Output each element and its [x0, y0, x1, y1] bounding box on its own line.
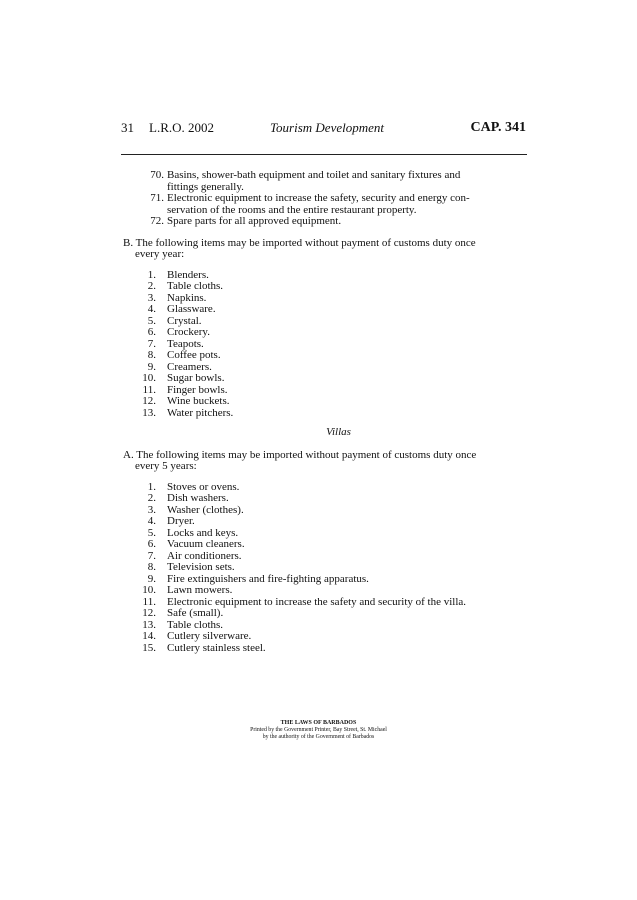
footer-title: THE LAWS OF BARBADOS [280, 720, 357, 726]
item-text: Wine buckets. [167, 395, 230, 407]
item-number: 2. [147, 492, 156, 504]
item-text: Basins, shower-bath equipment and toilet and sanitary fixtures and fittings generally. [167, 169, 461, 193]
item-number: 6. [147, 326, 156, 338]
item-text: Television sets. [167, 561, 235, 573]
item-number: 11. [142, 595, 156, 608]
item-number: 70. [150, 169, 164, 181]
item-text: Lawn mowers. [167, 584, 233, 596]
list-item [0, 193, 479, 216]
list-item [0, 608, 637, 620]
item-number: 13. [142, 618, 156, 631]
item-text: Water pitchers. [167, 406, 234, 419]
item-number: 4. [147, 515, 156, 527]
item-number: 7. [147, 549, 156, 562]
list-item [0, 482, 637, 494]
item-number: 8. [147, 349, 156, 361]
item-number: 12. [142, 395, 156, 407]
item-text: Glassware. [167, 303, 216, 315]
list-item [0, 293, 637, 305]
item-text: Coffee pots. [167, 349, 221, 361]
list-item [0, 373, 637, 385]
list-item [0, 316, 637, 328]
item-number: 9. [147, 360, 156, 373]
list-item [0, 385, 637, 397]
item-text: Air conditioners. [167, 549, 242, 562]
header-divider [121, 154, 527, 155]
item-number: 5. [147, 526, 156, 539]
item-number: 7. [147, 337, 156, 350]
continued-item-list [0, 170, 637, 228]
item-text: Electronic equipment to increase the safety, security and energy con- servation of the rooms and the entire restaurant property. [167, 192, 470, 216]
item-number: 2. [147, 280, 156, 292]
item-text: Napkins. [167, 291, 207, 304]
list-item [0, 281, 637, 293]
item-text: Sugar bowls. [167, 372, 225, 384]
list-item [0, 493, 637, 505]
chapter-label: CAP. 341 [470, 120, 526, 135]
item-number: 1. [147, 480, 156, 493]
item-number: 14. [142, 630, 156, 642]
item-text: Locks and keys. [167, 526, 239, 539]
list-item [0, 362, 637, 374]
item-text: Table cloths. [167, 618, 224, 631]
list-item [0, 304, 637, 316]
item-text: Cutlery stainless steel. [167, 641, 266, 654]
item-number: 71. [150, 192, 164, 204]
item-number: 12. [142, 607, 156, 619]
item-number: 72. [150, 215, 164, 227]
footer-printer: Printed by the Government Printer, Bay Street, St. Michael [250, 726, 387, 733]
list-item [0, 620, 637, 632]
list-item [0, 408, 637, 420]
list-item [0, 516, 637, 528]
item-text: Finger bowls. [167, 383, 228, 396]
page-number: 31 [121, 120, 134, 135]
footer-authority: by the authority of the Government of Barbados [262, 733, 375, 740]
item-text: Crockery. [167, 326, 210, 338]
item-text: Crystal. [167, 314, 202, 327]
item-text: Table cloths. [167, 280, 224, 292]
list-item [0, 505, 637, 517]
item-text: Cutlery silverware. [167, 630, 252, 642]
list-item [0, 396, 637, 408]
list-item [0, 562, 637, 574]
item-number: 5. [147, 314, 156, 327]
item-number: 10. [142, 372, 156, 384]
item-number: 11. [142, 383, 156, 396]
item-number: 10. [142, 584, 156, 596]
list-item [0, 339, 637, 351]
item-text: Creamers. [167, 360, 212, 373]
page-footer [0, 720, 637, 740]
list-item [0, 585, 637, 597]
item-text: Washer (clothes). [167, 503, 244, 516]
item-text: Fire extinguishers and fire-fighting apparatus. [167, 572, 369, 585]
list-item [0, 528, 637, 540]
item-text: Safe (small). [167, 607, 224, 619]
item-text: Electronic equipment to increase the safety and security of the villa. [167, 595, 467, 608]
item-number: 3. [147, 291, 156, 304]
list-item [0, 350, 637, 362]
item-text: Vacuum cleaners. [167, 538, 245, 550]
item-text: Stoves or ovens. [167, 480, 240, 493]
edition-label: L.R.O. 2002 [149, 120, 214, 135]
list-item [0, 643, 637, 655]
list-item [0, 270, 637, 282]
section-a-paragraph: A. The following items may be imported without payment of customs duty once every 5 years: [123, 448, 477, 472]
item-number: 6. [147, 538, 156, 550]
item-number: 3. [147, 503, 156, 516]
document-body [0, 170, 637, 654]
item-number: 9. [147, 572, 156, 585]
item-text: Blenders. [167, 268, 209, 281]
villas-heading: Villas [326, 426, 351, 438]
list-item [0, 539, 637, 551]
list-item [0, 170, 479, 193]
list-item [0, 574, 637, 586]
item-number: 8. [147, 561, 156, 573]
list-item [0, 216, 479, 228]
list-item [0, 631, 637, 643]
item-number: 15. [142, 641, 156, 654]
section-b-paragraph: B. The following items may be imported without payment of customs duty once every year: [123, 236, 476, 260]
section-a-list [0, 482, 637, 655]
item-text: Dish washers. [167, 492, 229, 504]
item-text: Teapots. [167, 337, 204, 350]
item-number: 4. [147, 303, 156, 315]
page-header [121, 120, 526, 140]
item-number: 1. [147, 268, 156, 281]
list-item [0, 551, 637, 563]
section-b-list [0, 270, 637, 420]
list-item [0, 327, 637, 339]
item-number: 13. [142, 406, 156, 419]
item-text: Spare parts for all approved equipment. [167, 215, 342, 227]
item-text: Dryer. [167, 515, 195, 527]
act-title: Tourism Development [270, 120, 384, 135]
list-item [0, 597, 637, 609]
